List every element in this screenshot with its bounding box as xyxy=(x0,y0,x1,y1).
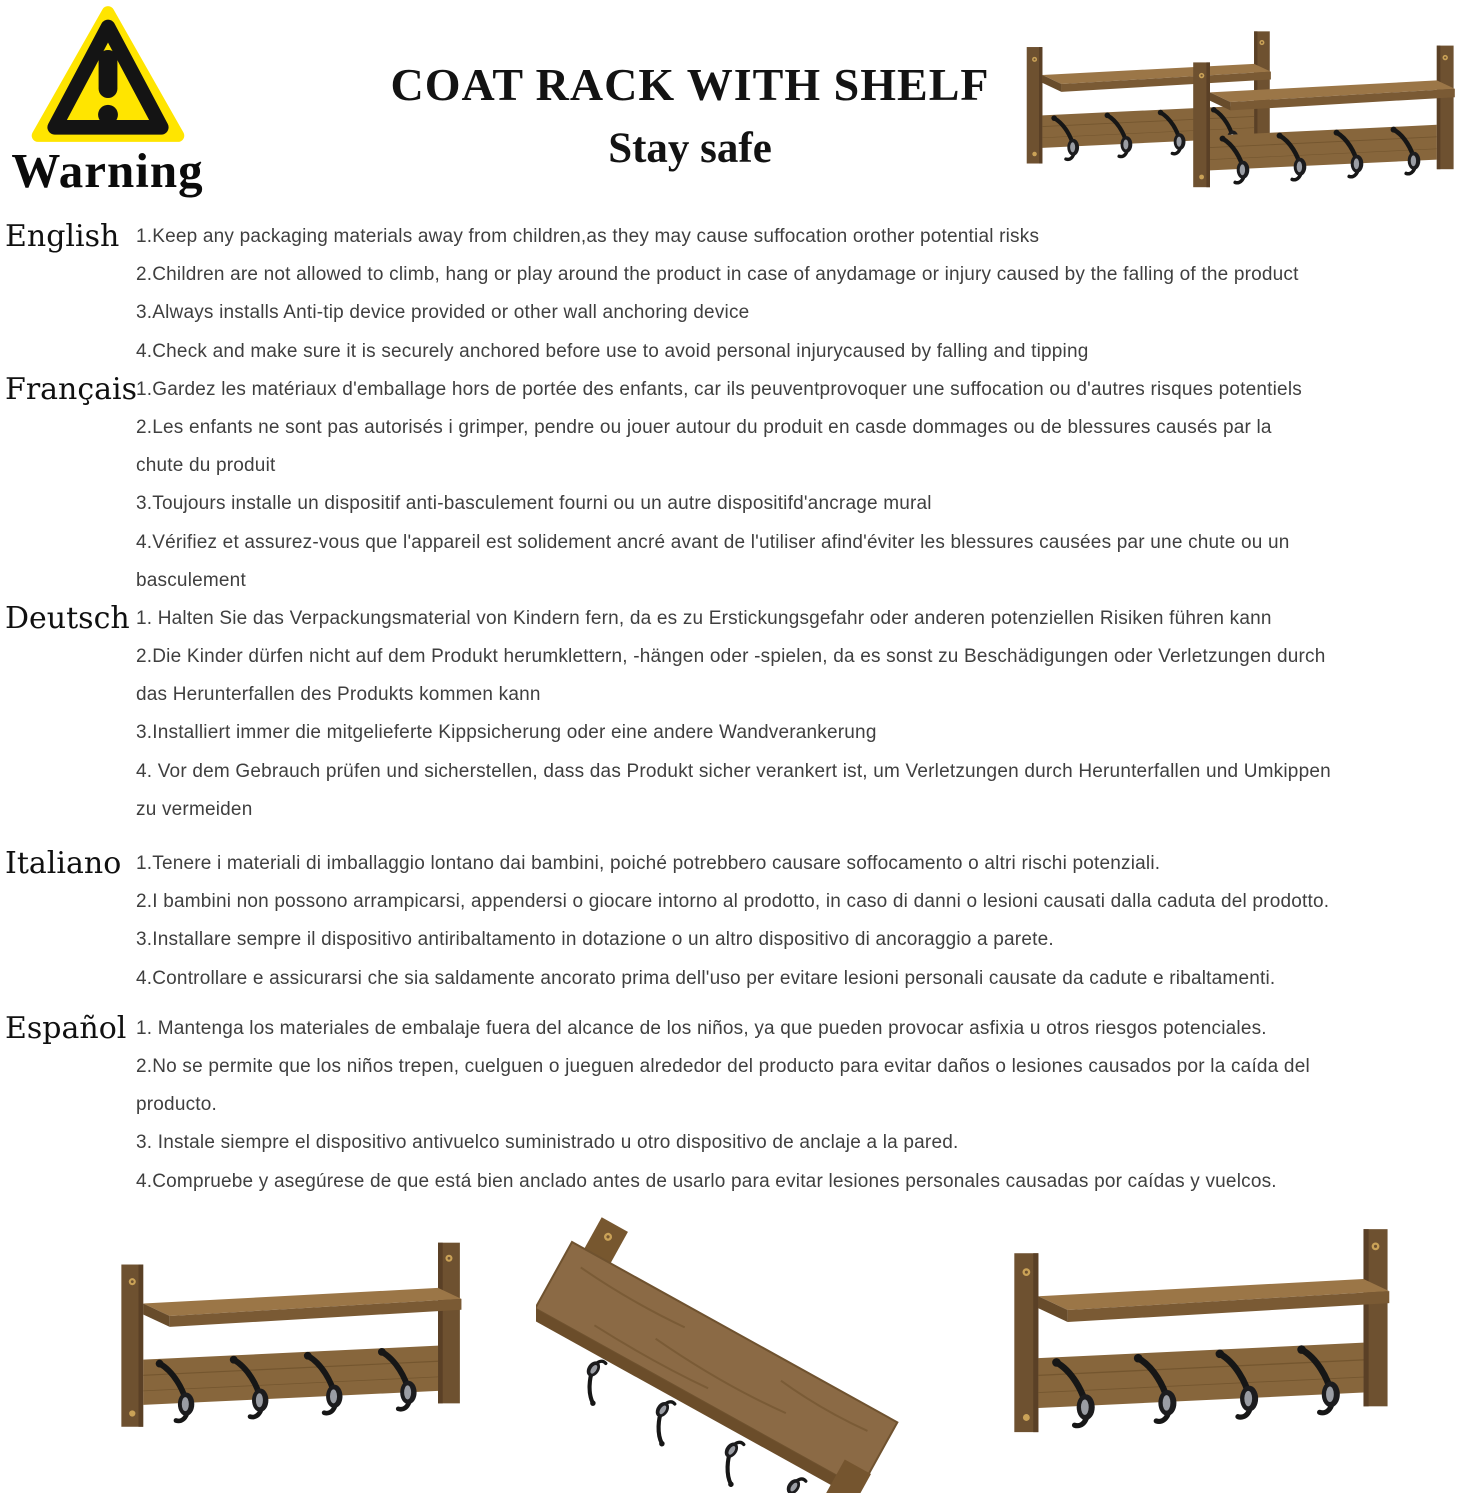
language-label-francais: Français xyxy=(5,371,138,407)
instruction-line: 3. Instale siempre el dispositivo antivuelco suministrado u otro dispositivo de anclaje a la pared. xyxy=(136,1132,959,1154)
instruction-line: 2.I bambini non possono arrampicarsi, appendersi o giocare intorno al prodotto, in caso di danni o lesioni causati dalla caduta del prodotto. xyxy=(136,891,1330,913)
warning-block xyxy=(0,4,215,198)
francais-lines xyxy=(136,371,1460,600)
english-lines xyxy=(136,218,1460,371)
warning-triangle-icon xyxy=(29,4,187,144)
instruction-line: 2.Die Kinder dürfen nicht auf dem Produkt herumklettern, -hängen oder -spielen, da es sonst zu Beschädigungen oder Verletzungen durch xyxy=(136,646,1326,668)
language-label-english: English xyxy=(5,219,120,254)
deutsch-lines xyxy=(136,600,1460,829)
product-photo-coat-rack-front xyxy=(998,1214,1408,1454)
instruction-line: 2.Les enfants ne sont pas autorisés i grimper, pendre ou jouer autour du produit en casde dommages ou de blessures causés par la xyxy=(136,416,1272,438)
section-english xyxy=(0,218,1460,371)
italiano-lines xyxy=(136,845,1460,998)
instruction-line: 4.Check and make sure it is securely anchored before use to avoid personal injurycaused by falling and tipping xyxy=(136,340,1089,362)
instruction-line: zu vermeiden xyxy=(136,798,253,820)
product-photo-coat-rack-angled xyxy=(108,1212,478,1477)
instruction-line: 2.Children are not allowed to climb, hang or play around the product in case of anydamage or injury caused by the falling of the product xyxy=(136,264,1299,286)
instruction-line: 4.Vérifiez et assurez-vous que l'appareil est solidement ancré avant de l'utiliser afind'éviter les blessures causées par une chute ou un xyxy=(136,531,1290,553)
section-italiano xyxy=(0,845,1460,998)
warning-label: Warning xyxy=(11,143,204,198)
instruction-line: 1.Keep any packaging materials away from children,as they may cause suffocation orother potential risks xyxy=(136,226,1040,247)
instruction-line: 1.Tenere i materiali di imballaggio lontano dai bambini, poiché potrebbero causare soffocamento o altri rischi potenziali. xyxy=(136,853,1161,874)
instruction-line: 1. Mantenga los materiales de embalaje fuera del alcance de los niños, ya que pueden provocar asfixia u otros riesgos potenciales. xyxy=(136,1017,1267,1039)
instruction-line: 1.Gardez les matériaux d'emballage hors de portée des enfants, car ils peuventprovoquer une suffocation ou d'autres risques potentiels xyxy=(136,378,1302,400)
language-label-deutsch: Deutsch xyxy=(5,600,130,636)
instruction-line: 4. Vor dem Gebrauch prüfen und sicherstellen, dass das Produkt sicher verankert ist, um Verletzungen durch Herunterfallen und Umkippen xyxy=(136,760,1331,782)
language-label-espanol: Español xyxy=(5,1010,127,1046)
instruction-line: 4.Controllare e assicurarsi che sia saldamente ancorato prima dell'uso per evitare lesioni personali causate da cadute e ribaltamenti. xyxy=(136,967,1276,989)
product-photo-coat-rack-pair xyxy=(1018,14,1468,209)
instruction-line: 3.Toujours installe un dispositif anti-basculement fourni ou un autre dispositifd'ancrage mural xyxy=(136,493,932,515)
section-deutsch xyxy=(0,600,1460,829)
instruction-line: basculement xyxy=(136,569,246,591)
language-label-italiano: Italiano xyxy=(5,846,122,881)
instruction-line: 3.Installare sempre il dispositivo antiribaltamento in dotazione o un altro dispositivo di ancoraggio a parete. xyxy=(136,929,1054,951)
instruction-line: 3.Installiert immer die mitgelieferte Kippsicherung oder eine andere Wandverankerung xyxy=(136,722,877,744)
instruction-line: 4.Compruebe y asegúrese de que está bien anclado antes de usarlo para evitar lesiones personales causadas por caídas y vuelcos. xyxy=(136,1170,1277,1192)
instruction-line: producto. xyxy=(136,1094,218,1116)
espanol-lines xyxy=(136,1010,1460,1201)
instruction-line: das Herunterfallen des Produkts kommen kann xyxy=(136,684,541,706)
section-francais xyxy=(0,371,1460,600)
page-subtitle: Stay safe xyxy=(608,124,772,172)
instruction-line: chute du produit xyxy=(136,455,276,477)
title-block xyxy=(290,60,1090,172)
instruction-line: 3.Always installs Anti-tip device provided or other wall anchoring device xyxy=(136,302,750,324)
page-title: COAT RACK WITH SHELF xyxy=(390,59,990,110)
product-photo-coat-rack-top-view xyxy=(536,1178,946,1493)
instruction-line: 1. Halten Sie das Verpackungsmaterial von Kindern fern, da es zu Erstickungsgefahr oder anderen potenziellen Risiken führen kann xyxy=(136,607,1272,629)
section-espanol xyxy=(0,1010,1460,1201)
instruction-line: 2.No se permite que los niños trepen, cuelguen o jueguen alrededor del producto para evitar daños o lesiones causados por la caída del xyxy=(136,1055,1310,1077)
instruction-sections xyxy=(0,210,1460,1201)
